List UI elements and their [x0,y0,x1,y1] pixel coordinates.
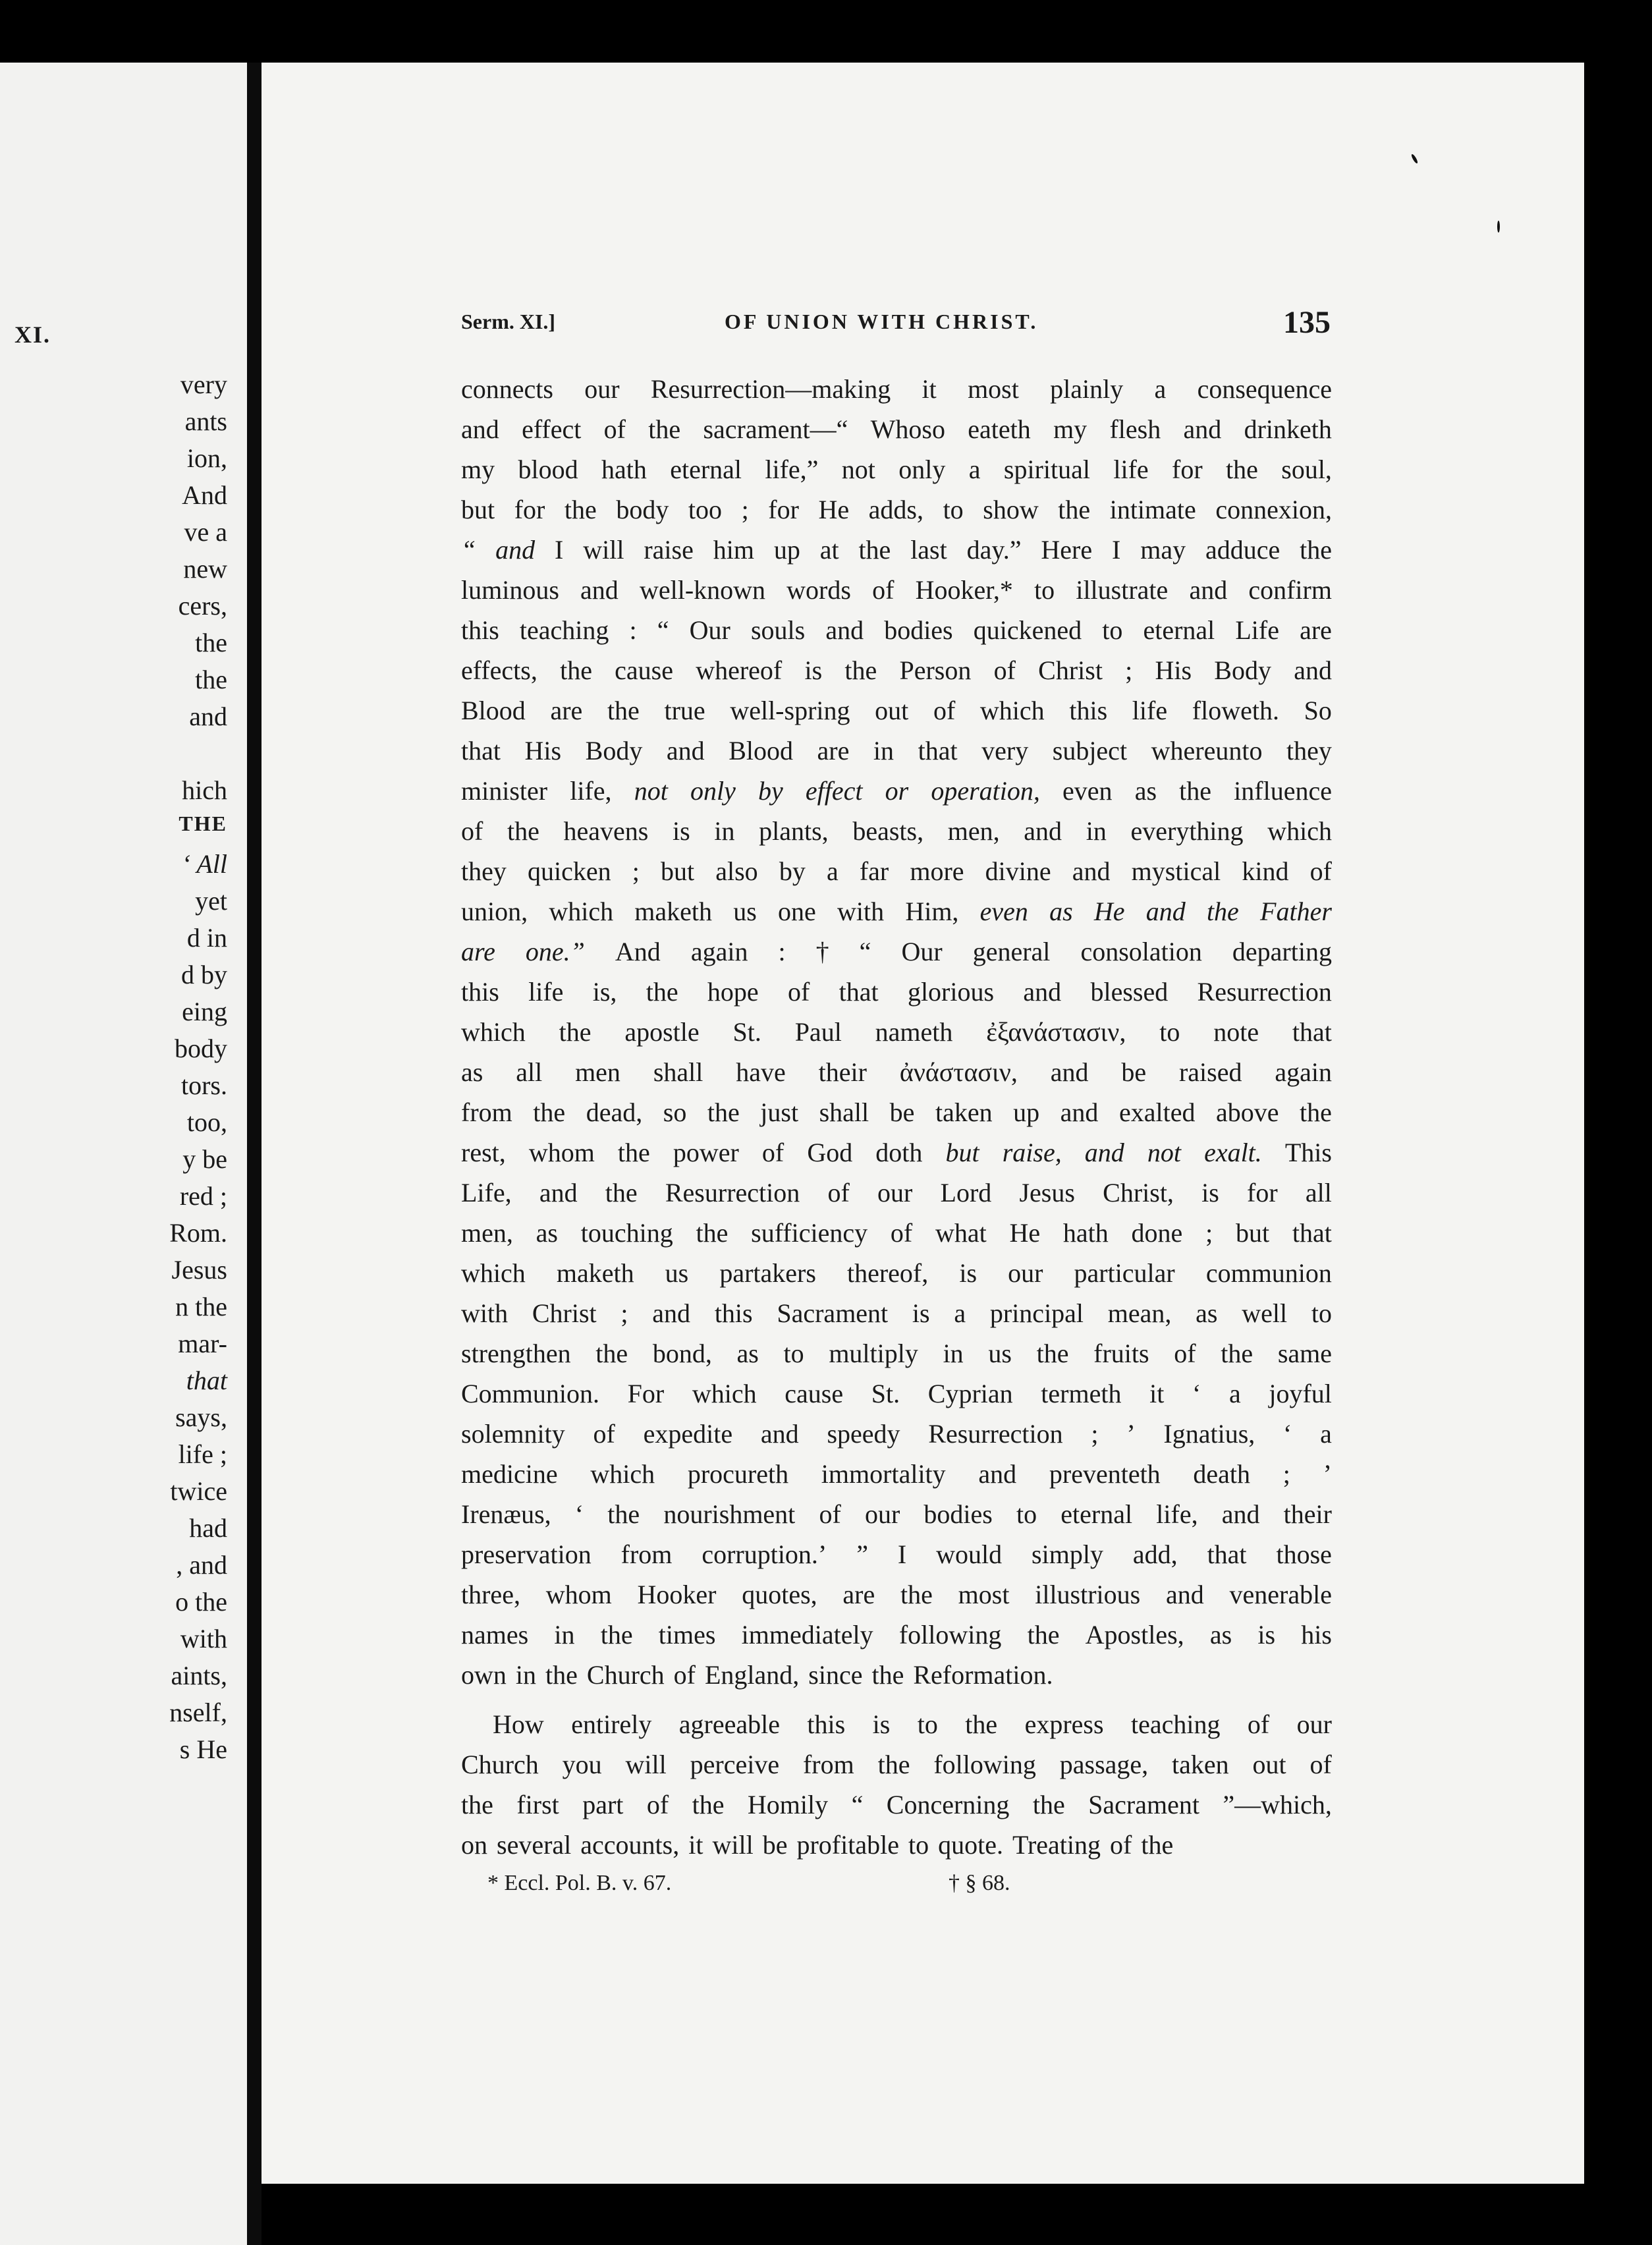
facing-page-line: , and [176,1550,227,1580]
page-number: 135 [1283,305,1331,340]
text-line: Life, and the Resurrection of our Lord Jesus Christ, is for all [461,1178,1332,1207]
facing-page-line: mar- [178,1329,227,1358]
facing-page-line: Jesus [171,1255,227,1285]
facing-page-line: o the [175,1587,227,1617]
facing-page-line: eing [182,997,227,1026]
text-line: on several accounts, it will be profitable to quote. Treating of the [461,1830,1174,1860]
chapter-title: OF UNION WITH CHRIST. [725,310,1039,333]
text-line: which the apostle St. Paul nameth ἐξανάστασιν, to note that [461,1017,1332,1047]
text-line: three, whom Hooker quotes, are the most illustrious and venerable [461,1580,1332,1609]
sermon-number: Serm. XI.] [461,310,556,333]
text-line: this life is, the hope of that glorious and blessed Resurrection [461,977,1332,1007]
facing-page-line: ants [184,406,227,436]
text-line: and effect of the sacrament—“ Whoso eateth my flesh and drinketh [461,414,1332,444]
text-line: medicine which procureth immortality and preventeth death ; ’ [461,1459,1332,1489]
facing-page-line: the [195,665,227,694]
facing-page-fragment [0,63,247,2245]
footnote-2: † § 68. [949,1871,1010,1895]
text-line: are one.” And again : † “ Our general consolation departing [461,937,1332,966]
footnote-1: * Eccl. Pol. B. v. 67. [487,1871,672,1895]
facing-page-line: life ; [178,1439,227,1469]
scan-top-border [0,0,1652,63]
text-line: as all men shall have their ἀνάστασιν, and be raised again [461,1057,1332,1087]
text-line: of the heavens is in plants, beasts, men, and in everything which [461,816,1332,846]
text-line: Church you will perceive from the following passage, taken out of [461,1750,1332,1779]
facing-page-line: Rom. [169,1218,227,1248]
facing-page-line: d in [186,923,227,953]
facing-page-line: too, [186,1107,227,1137]
text-line: this teaching : “ Our souls and bodies quickened to eternal Life are [461,615,1332,645]
text-line: effects, the cause whereof is the Person of Christ ; His Body and [461,655,1332,685]
facing-page-line: y be [182,1144,227,1174]
text-line: but for the body too ; for He adds, to show the intimate connexion, [461,495,1332,524]
text-line: rest, whom the power of God doth but raise, and not exalt. This [461,1138,1332,1167]
facing-page-line: ve a [184,517,227,547]
facing-page-line: the [195,628,227,657]
text-line: luminous and well-known words of Hooker,* to illustrate and confirm [461,575,1332,605]
facing-page-line: s He [179,1734,227,1764]
text-line: union, which maketh us one with Him, even as He and the Father [461,897,1332,926]
text-line: which maketh us partakers thereof, is our particular communion [461,1258,1332,1288]
text-line: from the dead, so the just shall be taken up and exalted above the [461,1097,1332,1127]
facing-page-line: ‘ All [181,849,227,879]
text-line: solemnity of expedite and speedy Resurrection ; ’ Ignatius, ‘ a [461,1419,1332,1449]
facing-page-line: new [183,554,227,584]
page-body-text [461,369,1332,1865]
text-line: Communion. For which cause St. Cyprian termeth it ‘ a joyful [461,1379,1332,1408]
facing-page-line: aints, [171,1661,227,1690]
facing-page-line: cers, [178,591,227,621]
facing-page-header: XI. [14,321,51,348]
facing-page-line: And [182,480,227,510]
facing-page-line: and [189,702,227,731]
text-line: that His Body and Blood are in that very subject whereunto they [461,736,1332,765]
facing-page-line: body [175,1034,227,1063]
text-line: connects our Resurrection—making it most plainly a consequence [461,374,1332,404]
text-line: Irenæus, ‘ the nourishment of our bodies to eternal life, and their [461,1499,1332,1529]
facing-page-line: ion, [186,443,227,473]
facing-page-line: very [180,370,227,399]
facing-page-line: d by [181,960,227,989]
facing-page-line: red ; [179,1181,227,1211]
text-line: the first part of the Homily “ Concerning the Sacrament ”—which, [461,1790,1332,1819]
text-line: minister life, not only by effect or operation, even as the influence [461,776,1332,806]
scan-speck [1410,153,1418,164]
text-line: How entirely agreeable this is to the express teaching of our [493,1709,1332,1739]
facing-page-line: nself, [169,1698,227,1727]
text-line: my blood hath eternal life,” not only a spiritual life for the soul, [461,455,1332,484]
facing-page-line: tors. [181,1070,227,1100]
facing-page-line: that [186,1366,227,1395]
facing-page-line: says, [175,1402,227,1432]
text-line: men, as touching the sufficiency of what He hath done ; but that [461,1218,1332,1248]
facing-page-line: yet [195,886,227,916]
text-line: own in the Church of England, since the Reformation. [461,1660,1053,1690]
text-line: preservation from corruption.’ ” I would simply add, that those [461,1539,1332,1569]
text-line: they quicken ; but also by a far more divine and mystical kind of [461,856,1332,886]
scan-right-border [1584,63,1652,2245]
scan-bottom-border [262,2184,1584,2245]
facing-page-line: twice [170,1476,227,1506]
facing-page-line: THE [179,812,227,835]
facing-page-line: with [180,1624,227,1653]
book-gutter [247,63,262,2245]
facing-page-line: hich [182,775,227,805]
scan-speck [1497,221,1500,233]
text-line: with Christ ; and this Sacrament is a principal mean, as well to [461,1298,1332,1328]
text-line: Blood are the true well-spring out of which this life floweth. So [461,696,1332,725]
text-line: strengthen the bond, as to multiply in us the fruits of the same [461,1339,1332,1368]
text-line: “ and I will raise him up at the last day.” Here I may adduce the [461,535,1332,565]
text-line: names in the times immediately following the Apostles, as is his [461,1620,1332,1649]
facing-page-line: had [189,1513,227,1543]
facing-page-line: n the [175,1292,227,1321]
